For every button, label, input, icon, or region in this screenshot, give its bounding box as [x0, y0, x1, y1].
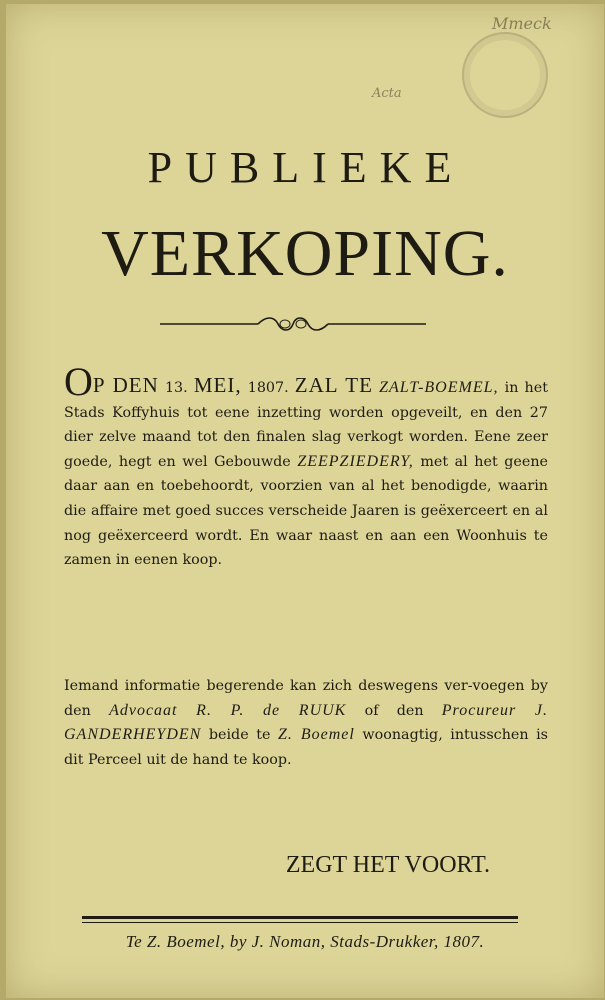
closing-line — [6, 852, 586, 879]
caps-after: ZAL TE — [294, 373, 373, 397]
footer-rule-thin — [82, 922, 518, 923]
date-day: 13. — [164, 380, 188, 396]
archive-stamp — [462, 32, 548, 118]
title-verkoping: VERKOPING. — [101, 217, 509, 290]
printer-imprint: Te Z. Boemel, by J. Noman, Stads-Drukker, 1807. — [125, 932, 485, 951]
contact-text-3: beide te — [208, 727, 271, 744]
closing-text: ZEGT HET VOORT. — [285, 852, 490, 878]
handwritten-signature: Mmeck — [492, 14, 552, 33]
ornament-divider — [158, 312, 428, 336]
building-name: ZEEPZIEDERY, — [297, 452, 414, 470]
contact-text-4: woonagtig, intusschen is dit Perceel uit de hand te koop. — [64, 727, 549, 768]
date-year: 1807. — [247, 380, 289, 396]
announcement-text-1: in het Stads Koffyhuis tot eene inzetting worden opgeveilt, en den 27 dier zelve maand tot den finalen slag verkogt worden. Eene zeer goede, hegt en wel Gebouwde — [64, 380, 548, 470]
footer-rule-thick — [82, 916, 518, 919]
poster-sheet — [6, 4, 604, 998]
contact-town: Z. Boemel — [277, 726, 355, 744]
date-month: MEI, — [193, 373, 242, 397]
dropcap-letter: O — [64, 359, 93, 404]
sale-announcement-paragraph — [64, 359, 548, 573]
contact-text-1: Iemand informatie begerende kan zich deswegens ver-voegen by den — [64, 678, 548, 719]
caps-opening: P DEN — [92, 373, 159, 397]
advocaat-name: Advocaat R. P. de RUUK — [109, 701, 347, 719]
announcement-text-2: met al het geene daar aan en toebehoordt, voorzien van al het benodigde, waarin die affaire met goed succes verscheide Jaaren is geëxerceert en al nog geëxerceerd wordt. En waar naast en aan een Woonhuis te zamen in eenen koop. — [64, 453, 548, 569]
town-name: ZALT-BOEMEL, — [379, 379, 499, 396]
title-publieke: PUBLIEKE — [147, 143, 465, 192]
contact-text-2: of den — [364, 702, 424, 719]
contact-paragraph — [64, 674, 548, 772]
handwritten-note: Acta — [372, 86, 402, 101]
procureur-name: Procureur J. GANDERHEYDEN — [64, 701, 549, 744]
